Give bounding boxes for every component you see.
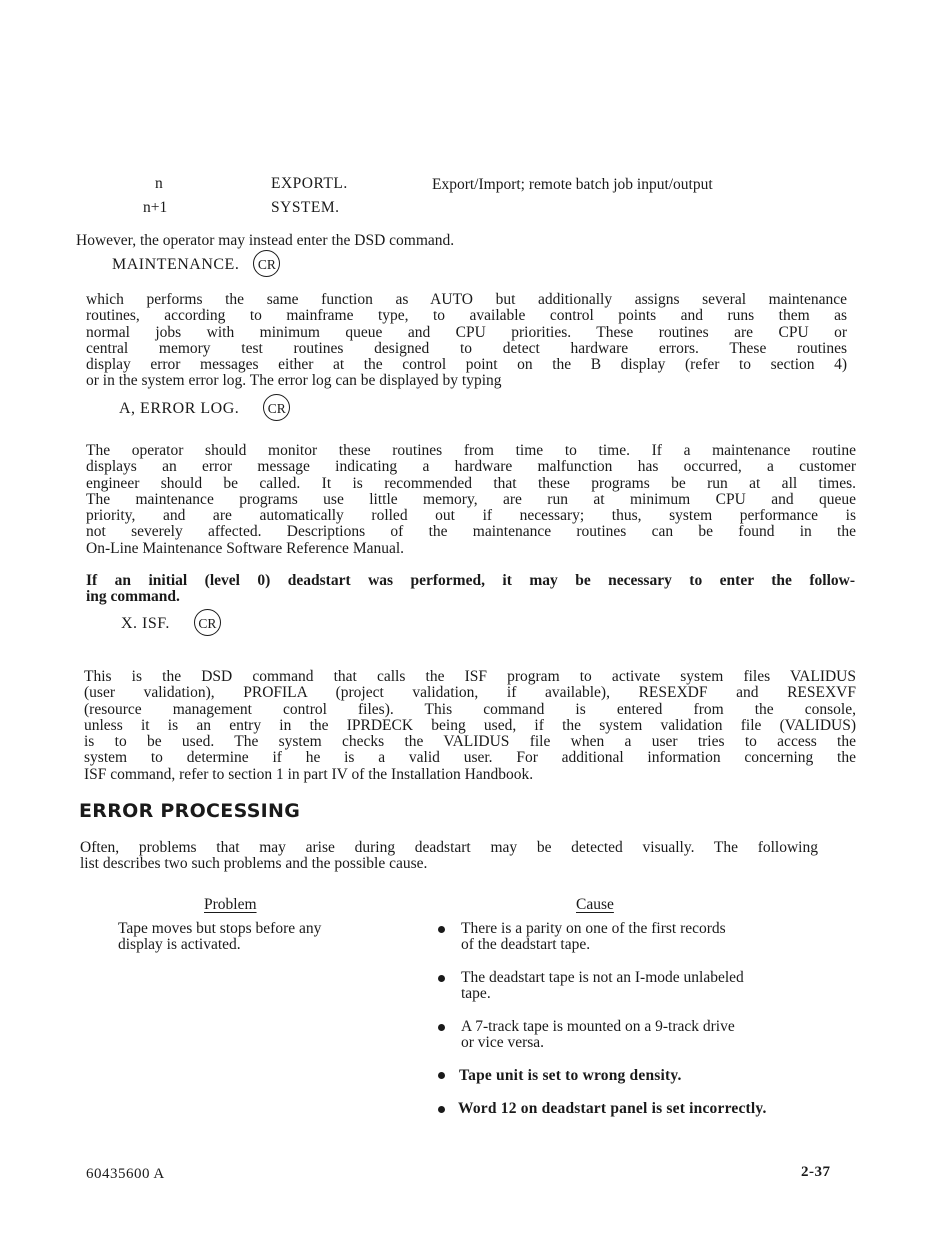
- row-n-desc: Export/Import; remote batch job input/output: [432, 176, 713, 193]
- text-line: is to be used. The system checks the VALIDUS file when a user tries to access the: [84, 733, 856, 751]
- text-line: or vice versa.: [461, 1034, 545, 1052]
- text-line: There is a parity on one of the first records: [461, 920, 726, 937]
- section-heading: ERROR PROCESSING: [79, 800, 301, 822]
- row-n1-name: SYSTEM.: [271, 199, 340, 216]
- text-line: display error messages either at the control point on the B display (refer to section 4): [86, 356, 847, 374]
- carriage-return-icon: CR: [263, 394, 290, 421]
- text-line: On-Line Maintenance Software Reference Manual.: [86, 539, 405, 557]
- text-line: of the deadstart tape.: [461, 936, 591, 954]
- problem-description: [118, 921, 388, 954]
- text-line: routines, according to mainframe type, to available control points and runs them as: [86, 307, 847, 325]
- paragraph-deadstart: [86, 573, 855, 606]
- row-n1-label: n+1: [143, 199, 168, 216]
- bullet-icon: [438, 926, 445, 933]
- bullet-icon: [438, 1106, 445, 1113]
- bullet-icon: [438, 1024, 445, 1031]
- text-line: A 7-track tape is mounted on a 9-track drive: [461, 1018, 735, 1035]
- command-text: MAINTENANCE.: [112, 256, 240, 274]
- column-header-problem: Problem: [204, 896, 257, 913]
- command-text: X. ISF.: [121, 615, 170, 633]
- text-line: If an initial (level 0) deadstart was performed, it may be necessary to enter the follow-: [86, 572, 855, 589]
- cause-item: [461, 1019, 841, 1052]
- text-line: The maintenance programs use little memory, are run at minimum CPU and queue: [86, 490, 856, 508]
- text-line: priority, and are automatically rolled out if necessary; thus, system performance is: [86, 507, 856, 525]
- paragraph-error: [80, 840, 818, 873]
- paragraph-maintenance: [86, 292, 847, 390]
- cause-item: Word 12 on deadstart panel is set incorrectly.: [458, 1100, 767, 1117]
- text-line: system to determine if he is a valid user. For additional information concerning the: [84, 749, 856, 767]
- document-number: 60435600 A: [86, 1166, 165, 1182]
- text-line: normal jobs with minimum queue and CPU priorities. These routines are CPU or: [86, 323, 847, 341]
- text-line: engineer should be called. It is recommended that these programs be run at all times.: [86, 474, 856, 492]
- text-line: The operator should monitor these routines from time to time. If a maintenance routine: [86, 442, 856, 459]
- page-number: 2-37: [801, 1164, 831, 1180]
- text-line: The deadstart tape is not an I-mode unlabeled: [461, 969, 744, 986]
- row-n-name: EXPORTL.: [271, 175, 348, 192]
- bullet-icon: [438, 1072, 445, 1079]
- carriage-return-icon: CR: [253, 250, 280, 277]
- cause-item: [461, 970, 841, 1003]
- row-n-label: n: [155, 175, 163, 192]
- text-line: central memory test routines designed to detect hardware errors. These routines: [86, 339, 847, 357]
- command-text: A, ERROR LOG.: [119, 400, 240, 418]
- text-line: not severely affected. Descriptions of the maintenance routines can be found in the: [86, 523, 856, 541]
- text-line: which performs the same function as AUTO but additionally assigns several maintenance: [86, 291, 847, 308]
- text-line: (resource management control files). This command is entered from the console,: [84, 700, 856, 718]
- carriage-return-icon: CR: [194, 609, 221, 636]
- column-header-cause: Cause: [576, 896, 614, 913]
- paragraph-monitor: [86, 443, 856, 557]
- command-errorlog: [119, 396, 290, 423]
- bullet-icon: [438, 975, 445, 982]
- command-maintenance: [112, 252, 280, 279]
- cause-item: [461, 921, 831, 954]
- text-line: or in the system error log. The error log can be displayed by typing: [86, 372, 502, 390]
- text-line: Often, problems that may arise during deadstart may be detected visually. The following: [80, 839, 818, 856]
- text-line: unless it is an entry in the IPRDECK being used, if the system validation file (VALIDUS): [84, 716, 856, 734]
- text-line: (user validation), PROFILA (project validation, if available), RESEXDF and RESEXVF: [84, 684, 856, 702]
- cause-item: Tape unit is set to wrong density.: [459, 1067, 682, 1084]
- command-isf: [121, 611, 221, 638]
- text-line: ing command.: [86, 588, 180, 606]
- intro-line: However, the operator may instead enter the DSD command.: [76, 232, 455, 249]
- paragraph-isf: [84, 669, 856, 783]
- text-line: displays an error message indicating a hardware malfunction has occurred, a customer: [86, 458, 856, 476]
- text-line: ISF command, refer to section 1 in part IV of the Installation Handbook.: [84, 765, 534, 783]
- text-line: Tape moves but stops before any: [118, 920, 322, 937]
- text-line: display is activated.: [118, 936, 241, 954]
- text-line: list describes two such problems and the possible cause.: [80, 855, 428, 873]
- text-line: tape.: [461, 985, 491, 1003]
- text-line: This is the DSD command that calls the ISF program to activate system files VALIDUS: [84, 668, 856, 685]
